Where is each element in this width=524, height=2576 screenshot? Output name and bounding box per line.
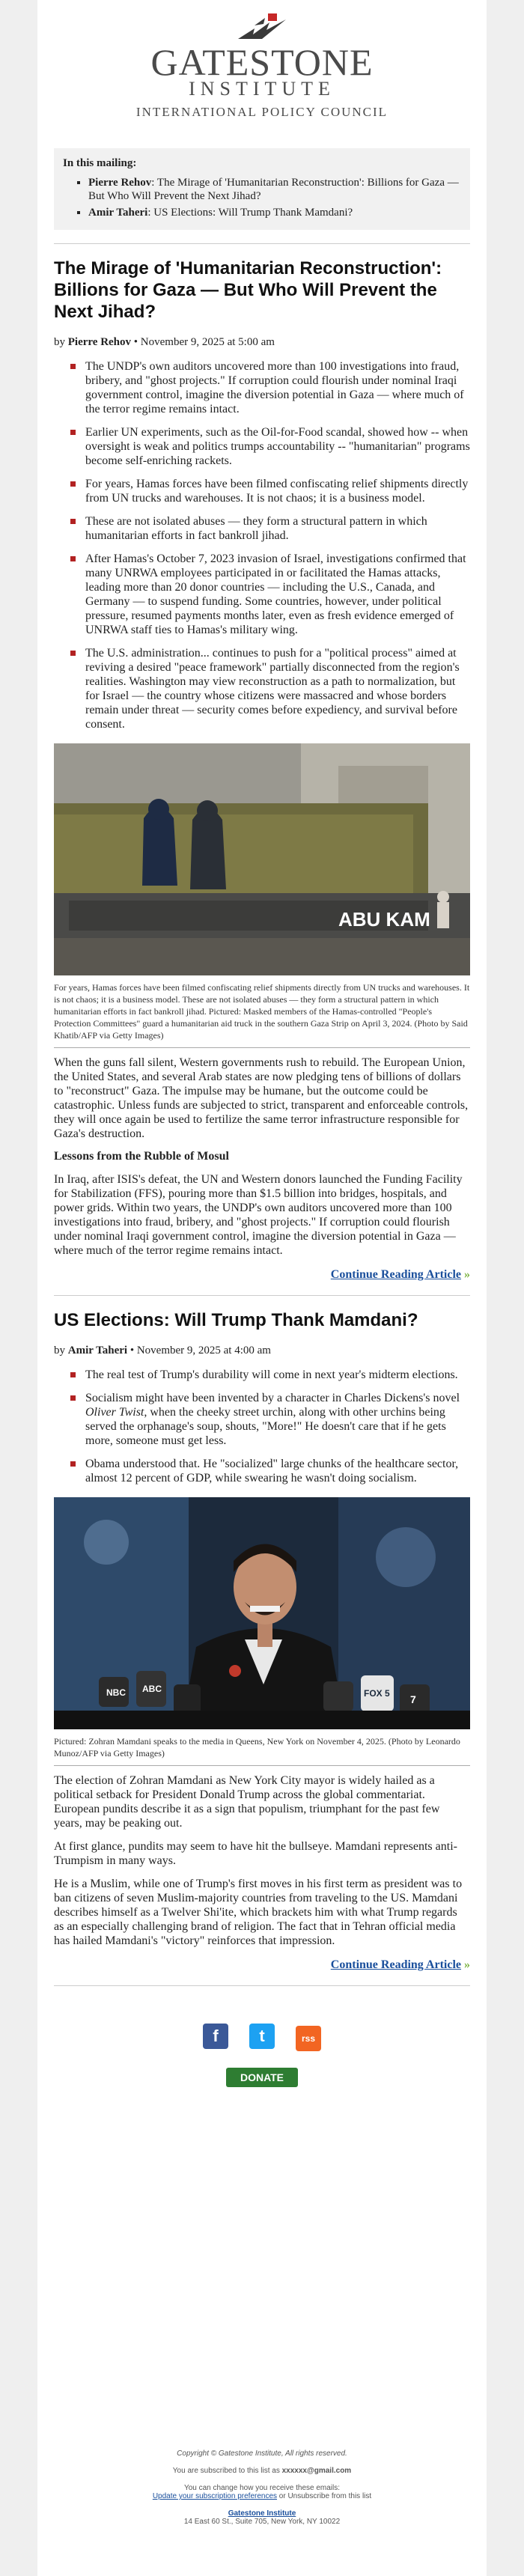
subscriber-email: xxxxxx@gmail.com <box>281 2467 352 2475</box>
body-paragraph: He is a Muslim, while one of Trump's first moves in his first term as president was to ban citizens of seven Muslim-majority countries from traveling to the US. Mamdani describes himself as a Twelver Shi'ite, which brackets him with what Trump regards as an especially challenging brand of religion. The fact that in Tehran official media has hailed Mamdani's "victory" reinforces that impression. <box>54 1878 463 1947</box>
mailing-heading: In this mailing: <box>63 157 137 169</box>
hamas-truck-photo <box>54 743 470 975</box>
logo-institute: INSTITUTE <box>189 78 335 100</box>
book-title: Oliver Twist <box>85 1406 144 1419</box>
twitter-icon[interactable]: t <box>249 2024 275 2049</box>
body-paragraph: When the guns fall silent, Western governments rush to rebuild. The European Union, the United States, and several Arab states are now pledging tens of billions of dollars to "reconstruct" Gaza. The impulse may be humane, but the outcome could be catastrophic. Unless funds are subjected to strict, transparent and enforceable controls, they will once again be used to fertilize the same terror infrastructure responsible for Gaza's destruction. <box>54 1047 470 1141</box>
byline-author: Amir Taheri <box>67 1345 128 1356</box>
article-title[interactable]: The Mirage of 'Humanitarian Reconstruction': Billions for Gaza — But Who Will Prevent the Next Jihad? <box>54 258 442 322</box>
mic-label: ABC <box>142 1684 162 1694</box>
section-divider <box>54 1295 470 1296</box>
byline-separator: • <box>130 1345 137 1356</box>
byline <box>54 336 470 349</box>
org-link[interactable]: Gatestone Institute <box>228 2509 296 2518</box>
body-paragraph: In Iraq, after ISIS's defeat, the UN and Western donors launched the Funding Facility for Stabilization (FFS), pouring more than $1.5 billion into bridges, hospitals, and power grids. Within two years, the UNDP's own auditors uncovered more than 100 investigations into fraud, bribery, and "ghost projects." If corruption could flourish under nominal Iraqi government control, imagine the diversion potential in Gaza — where much of the terror regime remains intact. <box>54 1173 463 1257</box>
key-point: For years, Hamas forces have been filmed confiscating relief shipments directly from UN trucks and warehouses. It is not chaos; it is a business model. <box>85 477 470 505</box>
image-caption: Pictured: Zohran Mamdani speaks to the media in Queens, New York on November 4, 2025. (Photo by Leonardo Munoz/AFP via Getty Images) <box>54 1736 460 1759</box>
byline-by: by <box>54 1345 65 1356</box>
key-points <box>54 1368 470 1485</box>
key-point-text: , when the cheeky street urchin, along with other urchins being served the orphanage's soup, shouts, "More!" He doesn't care that if he gets more, someone must get less. <box>85 1406 446 1447</box>
key-point: The real test of Trump's durability will come in next year's midterm elections. <box>85 1368 470 1382</box>
mailing-item[interactable] <box>88 206 461 219</box>
mic-label: FOX 5 <box>364 1688 390 1699</box>
article-image[interactable] <box>54 743 470 1041</box>
key-point: Obama understood that. He "socialized" large chunks of the healthcare sector, almost 12 percent of GDP, while swearing he wasn't doing socialism. <box>85 1457 470 1485</box>
key-point: The U.S. administration... continues to push for a "political process" aimed at reviving a desired "peace framework" partially disconnected from the region's realities. Washington may view reconstruction as a path to normalization, but for Israel — the country whose citizens were massacred and whose borders remain under threat — security comes before expediency, and survival before consent. <box>85 646 470 731</box>
byline-date: November 9, 2025 at 4:00 am <box>136 1345 271 1356</box>
continue-reading-link[interactable] <box>54 1958 470 1972</box>
social-links <box>37 2024 487 2051</box>
article-1 <box>37 258 487 1282</box>
key-point-text: Socialism might have been invented by a character in Charles Dickens's novel <box>85 1392 460 1404</box>
logo-emblem-icon <box>232 12 292 42</box>
email-container <box>37 0 487 2576</box>
header-logo[interactable] <box>37 0 487 133</box>
byline-by: by <box>54 336 65 348</box>
byline-date: November 9, 2025 at 5:00 am <box>140 336 275 348</box>
key-point: Earlier UN experiments, such as the Oil-for-Food scandal, showed how -- when oversight is weak and politics trumps accountability -- "humanitarian" programs become self-enriching rackets. <box>85 426 470 467</box>
logo-tagline: INTERNATIONAL POLICY COUNCIL <box>135 105 389 119</box>
mailing-item-title: : US Elections: Will Trump Thank Mamdani? <box>147 207 353 219</box>
mamdani-press-photo <box>54 1497 470 1729</box>
logo-name: GATESTONE <box>150 41 374 83</box>
continue-reading-label[interactable]: Continue Reading Article <box>330 1958 461 1971</box>
section-subhead: Lessons from the Rubble of Mosul <box>54 1150 229 1163</box>
continue-reading-label[interactable]: Continue Reading Article <box>330 1268 461 1281</box>
image-caption: For years, Hamas forces have been filmed confiscating relief shipments directly from UN trucks and warehouses. It is not chaos; it is a business model. These are not isolated abuses — they form a structural pattern in which humanitarian efforts in fact bankroll jihad. Pictured: Masked members of the Hamas-controlled "People's Protection Committees" guard a humanitarian aid truck in the southern Gaza Strip on April 3, 2024. (Photo by Said Khatib/AFP via Getty Images) <box>54 982 470 1041</box>
body-paragraph: The election of Zohran Mamdani as New York City mayor is widely hailed as a political setback for President Donald Trump across the global commentariat. European pundits describe it as a sign that populism, triumphant for the past few years, may be peaking out. <box>54 1765 470 1830</box>
mailing-summary <box>54 148 470 230</box>
key-point <box>85 1391 470 1448</box>
article-image[interactable] <box>54 1497 470 1759</box>
mailing-item-author: Pierre Rehov <box>88 177 152 189</box>
change-text: You can change how you receive these emails: <box>183 2484 341 2492</box>
footer <box>0 2449 524 2535</box>
byline-author: Pierre Rehov <box>67 336 132 348</box>
rss-icon[interactable]: rss <box>296 2026 321 2051</box>
section-divider <box>54 243 470 244</box>
update-preferences-link[interactable]: Update your subscription preferences <box>152 2492 278 2500</box>
mic-label: 7 <box>410 1693 416 1705</box>
copyright-text: Copyright © Gatestone Institute, All rights reserved. <box>177 2449 347 2458</box>
continue-reading-link[interactable] <box>54 1268 470 1282</box>
key-point: These are not isolated abuses — they form a structural pattern in which humanitarian efforts in fact bankroll jihad. <box>85 514 470 543</box>
double-chevron-right-icon: » <box>461 1958 470 1971</box>
key-point: After Hamas's October 7, 2023 invasion of Israel, investigations confirmed that many UNRWA employees participated in or facilitated the Hamas attacks, leading more than 20 donor countries — including the U.S., Canada, and Germany — to suspend funding. Some countries, however, under political pressure, resumed payments months later, even as fresh evidence emerged of UNRWA staff ties to Hamas's military wing. <box>85 552 470 637</box>
mic-label: NBC <box>106 1687 126 1698</box>
article-body <box>54 1047 470 1258</box>
mailing-item-title: : The Mirage of 'Humanitarian Reconstruction': Billions for Gaza — But Who Will Prevent the Next Jihad? <box>88 177 459 202</box>
byline-separator: • <box>133 336 141 348</box>
double-chevron-right-icon: » <box>461 1268 470 1281</box>
article-2 <box>37 1309 487 1972</box>
org-address: 14 East 60 St., Suite 705, New York, NY 10022 <box>183 2518 341 2526</box>
key-point: The UNDP's own auditors uncovered more than 100 investigations into fraud, bribery, and "ghost projects." If corruption could flourish under nominal Iraqi government control, imagine the diversion potential in Gaza — where much of the terror regime remains intact. <box>85 359 470 416</box>
truck-sign-text: ABU KAM <box>338 908 430 931</box>
donate-button[interactable]: DONATE <box>226 2068 298 2087</box>
section-divider <box>54 1985 470 1986</box>
key-points <box>54 359 470 731</box>
facebook-icon[interactable]: f <box>203 2024 228 2049</box>
article-title[interactable]: US Elections: Will Trump Thank Mamdani? <box>54 1310 418 1330</box>
mailing-item[interactable] <box>88 176 461 203</box>
mailing-item-author: Amir Taheri <box>88 207 148 219</box>
byline <box>54 1345 470 1357</box>
unsubscribe-text[interactable]: or Unsubscribe from this list <box>277 2492 372 2500</box>
body-paragraph: At first glance, pundits may seem to have hit the bullseye. Mamdani represents anti-Trumpism in many ways. <box>54 1840 457 1867</box>
article-body <box>54 1765 470 1948</box>
subscribed-text: You are subscribed to this list as <box>172 2467 282 2475</box>
